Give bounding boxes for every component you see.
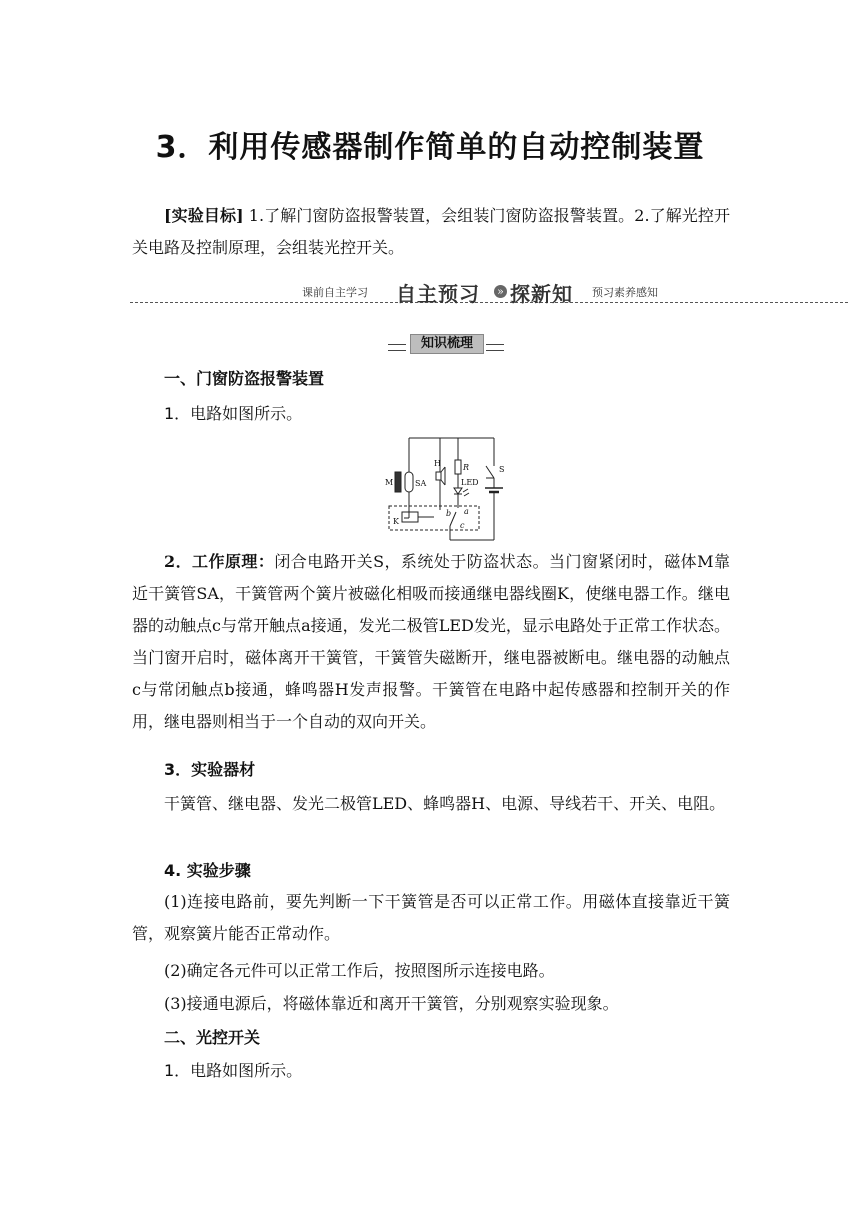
section1-heading: 一、门窗防盗报警装置 bbox=[164, 369, 325, 388]
principle-text: 闭合电路开关S，系统处于防盗状态。当门窗紧闭时，磁体M靠近干簧管SA，干簧管两个簧片被磁化相吸而接通继电器线圈K，使继电器工作。继电器的动触点c与常开触点a接通，发光二极管LED发光，显示电路处于正常工作状态。当门窗开启时，磁体离开干簧管，干簧管失磁断开，继电器被断电。继电器的动触点c与常闭触点b接通，蜂鸣器H发声报警。干簧管在电路中起传感器和控制开关的作用，继电器则相当于一个自动的双向开关。 bbox=[132, 552, 730, 731]
section1-item3-heading: 3．实验器材 bbox=[164, 760, 256, 779]
label-sa: SA bbox=[415, 479, 427, 488]
objective-paragraph bbox=[132, 200, 730, 264]
banner-right-small: 预习素养感知 bbox=[592, 286, 658, 299]
objective-label: [实验目标] bbox=[164, 206, 244, 225]
step-2: (2)确定各元件可以正常工作后，按照图所示连接电路。 bbox=[164, 961, 555, 980]
banner-left-small: 课前自主学习 bbox=[302, 286, 368, 299]
led-diode bbox=[454, 488, 462, 494]
section1-item2 bbox=[132, 546, 730, 738]
banner-arrow-icon: » bbox=[494, 285, 507, 298]
label-m: M bbox=[385, 478, 394, 487]
label-a: a bbox=[464, 507, 469, 516]
label-k: K bbox=[393, 517, 399, 526]
objective-text: 1.了解门窗防盗报警装置，会组装门窗防盗报警装置。2.了解光控开关电路及控制原理，会组装光控开关。 bbox=[132, 206, 730, 257]
section2-heading: 二、光控开关 bbox=[164, 1028, 261, 1047]
alarm-circuit-diagram bbox=[380, 436, 505, 540]
label-s: S bbox=[499, 465, 505, 474]
tag-left-line bbox=[388, 344, 406, 351]
label-h: H bbox=[434, 459, 441, 468]
banner-main-right: 探新知 bbox=[510, 282, 573, 306]
knowledge-tag bbox=[388, 334, 504, 354]
step-3: (3)接通电源后，将磁体靠近和离开干簧管，分别观察实验现象。 bbox=[164, 994, 619, 1013]
section1-item4-heading: 4. 实验步骤 bbox=[164, 861, 251, 880]
tag-right-line bbox=[486, 344, 504, 351]
relay-coil-k bbox=[402, 512, 418, 522]
banner-main-left: 自主预习 bbox=[396, 282, 480, 306]
section2-item1: 1．电路如图所示。 bbox=[164, 1061, 303, 1080]
section1-item1: 1．电路如图所示。 bbox=[164, 404, 303, 423]
buzzer-h bbox=[436, 472, 441, 480]
banner-rule bbox=[130, 302, 848, 303]
page-title: 3．利用传感器制作简单的自动控制装置 bbox=[155, 130, 705, 165]
label-r: R bbox=[463, 463, 470, 472]
label-led: LED bbox=[461, 478, 479, 487]
label-b: b bbox=[446, 509, 452, 518]
section-banner bbox=[130, 278, 848, 306]
principle-label: 2．工作原理： bbox=[164, 552, 275, 571]
reed-switch-sa bbox=[405, 472, 413, 492]
resistor-r bbox=[455, 460, 461, 474]
section1-item3-text: 干簧管、继电器、发光二极管LED、蜂鸣器H、电源、导线若干、开关、电阻。 bbox=[164, 794, 726, 813]
switch-s bbox=[486, 466, 494, 478]
magnet-m bbox=[395, 472, 401, 492]
step-1: (1)连接电路前，要先判断一下干簧管是否可以正常工作。用磁体直接靠近干簧管，观察簧片能否正常动作。 bbox=[132, 892, 730, 943]
tag-label: 知识梳理 bbox=[410, 334, 484, 354]
label-c: c bbox=[460, 521, 465, 530]
